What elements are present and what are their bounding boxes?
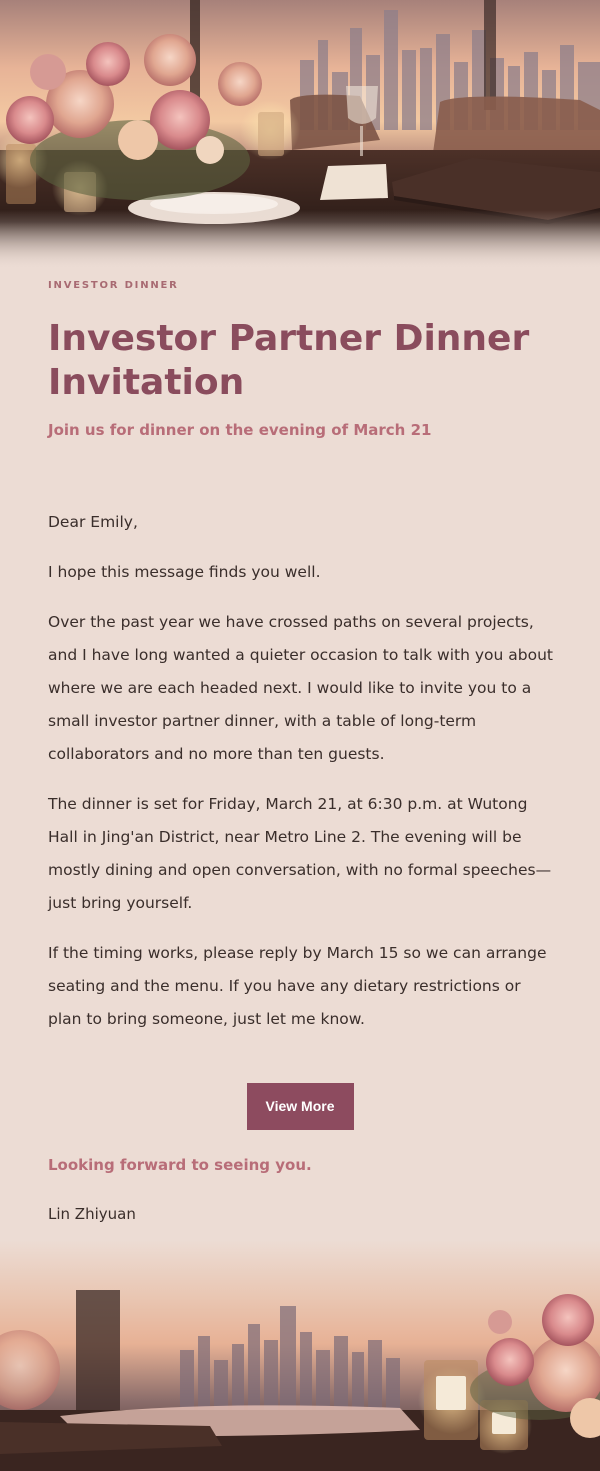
footer-image: [0, 1240, 600, 1471]
subtitle: Join us for dinner on the evening of March 21: [48, 421, 432, 439]
body-paragraph: Over the past year we have crossed paths on several projects, and I have long wanted a quieter occasion to talk with you about where we are each headed next. I would like to invite you to a small investor partner dinner, with a table of long-term collaborators and no more than ten guests.: [48, 613, 553, 763]
signature: Lin Zhiyuan: [48, 1205, 136, 1223]
email-body: [48, 506, 558, 1053]
body-paragraph: I hope this message finds you well.: [48, 563, 321, 581]
eyebrow-label: INVESTOR DINNER: [48, 280, 179, 291]
view-more-button[interactable]: View More: [247, 1083, 354, 1130]
body-paragraph: If the timing works, please reply by March 15 so we can arrange seating and the menu. If you have any dietary restrictions or plan to bring someone, just let me know.: [48, 944, 547, 1028]
closing-line: Looking forward to seeing you.: [48, 1156, 312, 1174]
cta-wrapper: [0, 1083, 600, 1130]
hero-image: [0, 0, 600, 270]
header-block: [48, 280, 552, 439]
page-title: Investor Partner Dinner Invitation: [48, 318, 530, 403]
greeting: Dear Emily,: [48, 513, 138, 531]
body-paragraph: The dinner is set for Friday, March 21, at 6:30 p.m. at Wutong Hall in Jing'an District, near Metro Line 2. The evening will be mostly dining and open conversation, with no formal speeches—just bring yourself.: [48, 795, 552, 912]
